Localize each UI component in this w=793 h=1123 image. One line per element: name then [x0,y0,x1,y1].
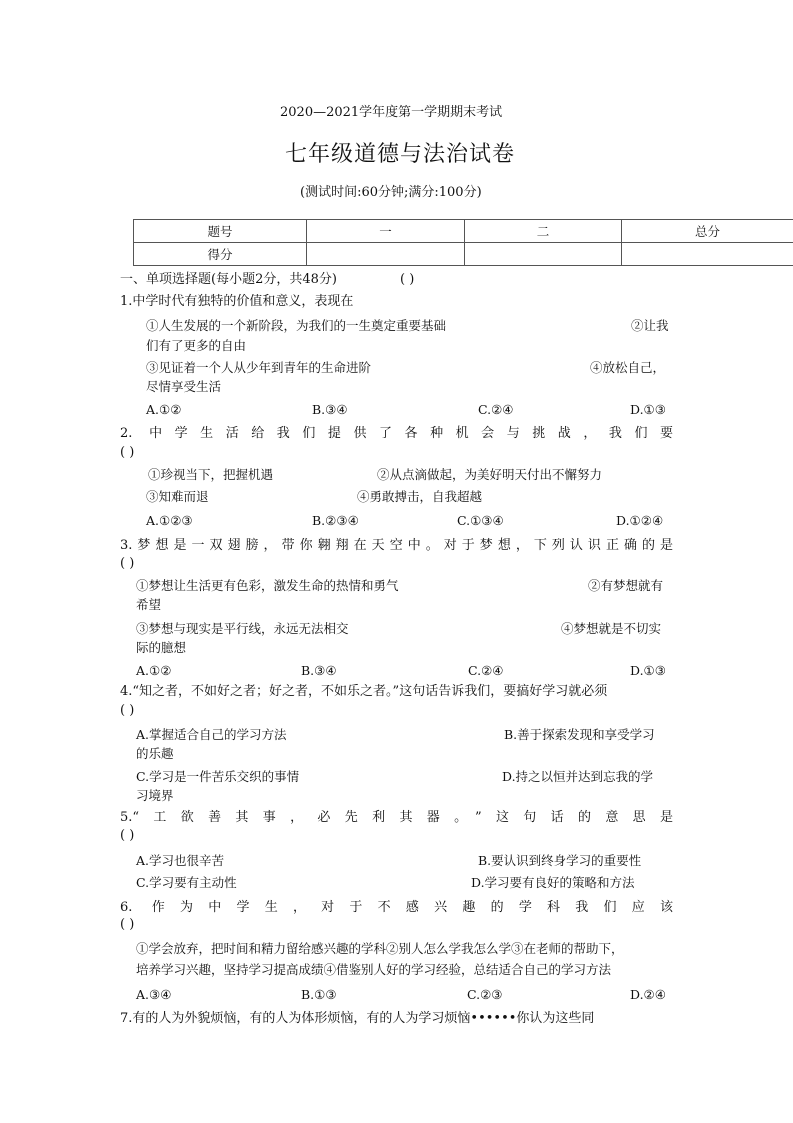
score-table-header-row [134,220,793,243]
score-cell[interactable] [622,243,793,266]
option-text: ①梦想让生活更有色彩，激发生命的热情和勇气 [136,578,399,593]
option-text: ①珍视当下，把握机遇 [148,467,274,482]
option-d[interactable]: D.学习要有良好的策略和方法 [471,875,635,890]
option-text: 的乐趣 [136,746,174,761]
option-text: ④勇敢搏击，自我超越 [357,489,483,504]
choice-a[interactable]: A.①② [136,663,172,678]
exam-term: 2020—2021学年度第一学期期末考试 [280,105,503,120]
question-stem: 3.梦想是一双翅膀，带你翱翔在天空中。对于梦想，下列认识正确的是 [120,538,673,553]
page-title: 七年级道德与法治试卷 [285,142,516,167]
option-text: 际的臆想 [136,640,187,655]
choice-a[interactable]: A.①②③ [146,513,193,528]
option-text: ④放松自己， [590,360,666,375]
section-heading: 一、单项选择题(每小题2分，共48分) [120,272,337,287]
option-c[interactable]: C.学习是一件苦乐交织的事情 [136,769,300,784]
score-table [133,219,793,266]
choice-d[interactable]: D.②④ [630,987,666,1002]
option-d[interactable]: D.持之以恒并达到忘我的学 [502,769,654,784]
option-text: 希望 [136,597,162,612]
choice-a[interactable]: A.①② [146,402,182,417]
option-text: ③见证着一个人从少年到青年的生命进阶 [146,360,372,375]
option-text: ②有梦想就有 [588,578,664,593]
answer-paren: ( ) [120,703,135,718]
choice-b[interactable]: B.③④ [301,663,337,678]
score-table-row [134,243,793,266]
exam-subtitle: (测试时间:60分钟;满分:100分) [300,185,482,200]
answer-paren: ( ) [120,556,135,571]
question-stem: 6. 作为中学生，对于不感兴趣的学科我们应该 [120,900,673,915]
choice-c[interactable]: C.②④ [478,402,514,417]
option-text: ③梦想与现实是平行线，永远无法相交 [136,621,349,636]
option-text: ①学会放弃，把时间和精力留给感兴趣的学科②别人怎么学我怎么学③在老师的帮助下， [136,941,624,956]
option-b[interactable]: B.要认识到终身学习的重要性 [478,853,642,868]
option-text: 习境界 [136,788,174,803]
option-a[interactable]: A.掌握适合自己的学习方法 [136,727,287,742]
choice-c[interactable]: C.②③ [467,987,503,1002]
option-text: 培养学习兴趣，坚持学习提高成绩④借鉴别人好的学习经验，总结适合自己的学习方法 [136,962,612,977]
option-text: ③知难而退 [146,489,209,504]
section-answer-blank: ( ) [400,272,415,287]
question-stem: 5.“工欲善其事，必先利其器。”这句话的意思是 [120,810,673,825]
option-text: ②让我 [631,318,669,333]
question-stem: 7.有的人为外貌烦恼，有的人为体形烦恼，有的人为学习烦恼••••••你认为这些同 [120,1011,595,1026]
choice-d[interactable]: D.①③ [630,402,666,417]
score-table-header: 一 [307,220,465,243]
option-text: ①人生发展的一个新阶段，为我们的一生奠定重要基础 [146,318,447,333]
question-stem: 2. 中学生活给我们提供了各种机会与挑战，我们要 [120,426,673,441]
choice-d[interactable]: D.①②④ [616,513,664,528]
option-text: 们有了更多的自由 [146,338,247,353]
option-text: ②从点滴做起，为美好明天付出不懈努力 [377,467,603,482]
score-row-label: 得分 [134,243,307,266]
score-table-header: 题号 [134,220,307,243]
option-c[interactable]: C.学习要有主动性 [136,875,237,890]
option-a[interactable]: A.学习也很辛苦 [136,853,225,868]
option-b[interactable]: B.善于探索发现和享受学习 [504,727,655,742]
choice-d[interactable]: D.①③ [630,663,666,678]
score-table-header: 总分 [622,220,793,243]
option-text: 尽情享受生活 [146,379,222,394]
score-cell[interactable] [307,243,465,266]
answer-paren: ( ) [120,445,135,460]
choice-c[interactable]: C.①③④ [457,513,504,528]
choice-a[interactable]: A.③④ [136,987,172,1002]
score-cell[interactable] [465,243,622,266]
option-text: ④梦想就是不切实 [561,621,662,636]
choice-c[interactable]: C.②④ [468,663,504,678]
score-table-header: 二 [465,220,622,243]
answer-paren: ( ) [120,917,135,932]
choice-b[interactable]: B.①③ [301,987,337,1002]
choice-b[interactable]: B.②③④ [312,513,359,528]
question-stem: 1.中学时代有独特的价值和意义，表现在 [120,294,354,309]
choice-b[interactable]: B.③④ [312,402,348,417]
question-stem: 4.“知之者，不如好之者；好之者，不如乐之者。”这句话告诉我们，要搞好学习就必须 [120,684,608,699]
answer-paren: ( ) [120,828,135,843]
